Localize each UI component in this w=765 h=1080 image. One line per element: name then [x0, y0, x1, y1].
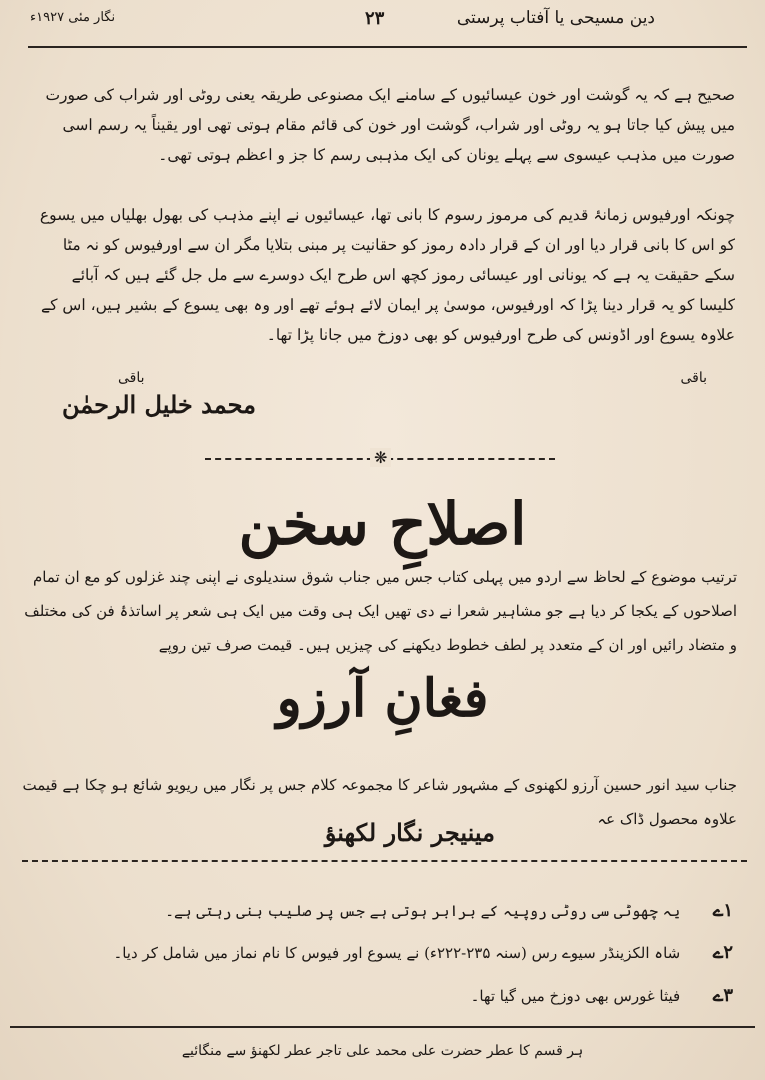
- footer-advert: ہر قسم کا عطر حضرت علی محمد علی تاجر عطر لکھنؤ سے منگائیے: [181, 1043, 584, 1059]
- header-issue-date: نگار مئی ۱۹۲۷ء: [30, 10, 116, 25]
- footnote-mark: ۳ے: [712, 985, 733, 1006]
- footnote-text: شاہ الکزینڈر سیوے رس (سنہ ۲۳۵-۲۲۲ء) نے یسوع اور فیوس کا نام نماز میں شامل کر دیا۔: [113, 944, 681, 962]
- article-author: محمد خلیل الرحمٰن: [62, 390, 256, 419]
- footnote-mark: ۱ے: [712, 900, 733, 921]
- footnote-text: فیثا غورس بھی دوزخ میں گیا تھا۔: [470, 987, 681, 1005]
- ad-2-title: فغانِ آرزو: [276, 668, 489, 729]
- continued-marker-left: باقی: [118, 370, 145, 386]
- footnote-1: [83, 900, 733, 921]
- footnote-divider: [22, 860, 747, 862]
- footnote-2: [83, 942, 733, 963]
- footnote-3: [83, 985, 733, 1006]
- footer-rule: [10, 1026, 755, 1028]
- ad-2-body: جناب سید انور حسین آرزو لکھنوی کے مشہور شاعر کا مجموعہ کلام جس پر نگار میں ریویو شائع ہو چکا ہے قیمت علاوہ محصول ڈاک عہ: [22, 776, 737, 828]
- continued-marker-right: باقی: [680, 370, 707, 386]
- article-paragraph-2: چونکہ اورفیوس زمانۂ قدیم کی مرموز رسوم کا بانی تھا، عیسائیوں نے اپنے مذہب کی بھول بھلیاں میں یسوع کو اس کا بانی قرار دیا اور ان کے قرار دادہ رموز کو حقانیت پر مبنی بتلایا مگر ان سے اورفیوس کو نہ مٹا سکے حقیقت یہ ہے کہ یونانی اور عیسائی رموز کچھ اس طرح ایک دوسرے سے مل جل گئے ہیں کہ آبائے کلیسا کو یہ قرار دینا پڑا کہ اورفیوس، موسیٰ پر ایمان لائے ہوئے تھے اور وہ بھی یسوع کے بشیر ہیں، اس کے علاوہ یسوع اور اڈونس کی طرح اورفیوس کو بھی دوزخ میں جانا پڑا تھا۔: [39, 206, 735, 344]
- ad-2-signature: مینیجر نگار لکھنؤ: [324, 818, 495, 847]
- header-article-title: دین مسیحی یا آفتاب پرستی: [456, 8, 655, 28]
- footnote-mark: ۲ے: [712, 942, 733, 963]
- page-number: ۲۳: [365, 8, 385, 29]
- ad-1-body: ترتیب موضوع کے لحاظ سے اردو میں پہلی کتاب جس میں جناب شوق سندیلوی نے اپنی چند غزلوں کو مع ان تمام اصلاحوں کے یکجا کر دیا ہے جو مشاہیر شعرا نے دی تھیں ایک ہی وقت میں ایک ہی شعر پر اساتذۂ فن کی مختلف و متضاد رائیں اور ان کے متعدد پر لطف خطوط دیکھنے کی چیزیں ہیں۔ قیمت صرف تین روپے: [24, 568, 737, 654]
- article-paragraph-1: صحیح ہے کہ یہ گوشت اور خون عیسائیوں کے سامنے ایک مصنوعی طریقہ یعنی روٹی اور شراب کی صورت میں پیش کیا جاتا ہو یہ روٹی اور شراب، گوشت اور خون کی قائم مقام ہوتی تھی اور یقیناً یہ رسم اسی صورت میں مذہب عیسوی سے پہلے یونان کی ایک مذہبی رسم کا جز و اعظم ہوتی تھی۔: [45, 86, 735, 164]
- header-rule: [28, 46, 747, 48]
- ad-1-title: اصلاحِ سخن: [238, 490, 527, 558]
- footnote-text: یہ چھوٹی سی روٹی روپیہ کے برابر ہوتی ہے جس پر صلیب بنی رہتی ہے۔: [165, 902, 681, 920]
- divider-ornament-icon: ❋: [370, 448, 391, 467]
